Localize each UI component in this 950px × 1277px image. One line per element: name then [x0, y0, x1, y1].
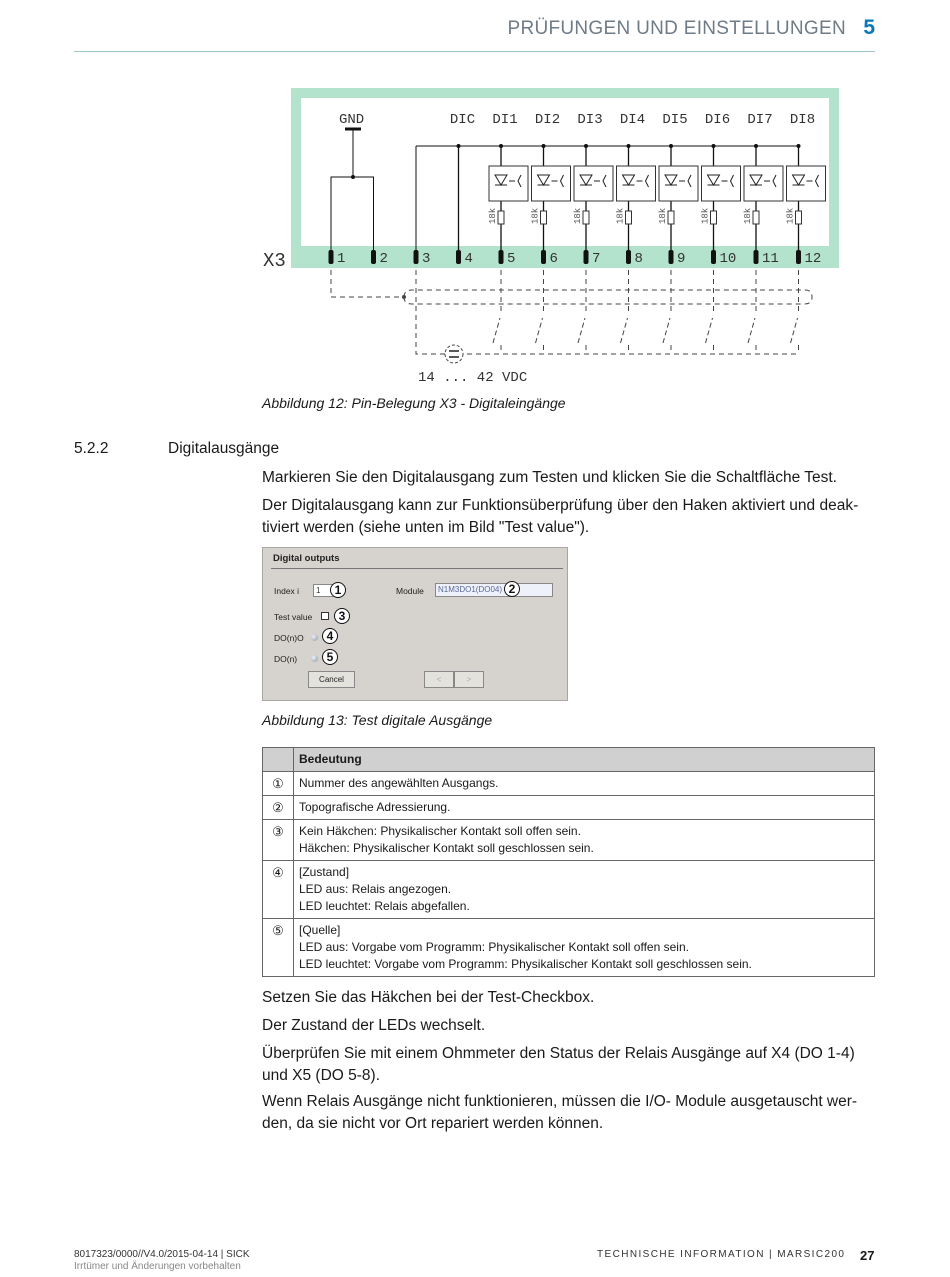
row-marker: ② — [263, 796, 294, 820]
pin-label: 8 — [634, 251, 643, 267]
optocoupler-icon — [489, 166, 528, 201]
figure-13-caption: Abbildung 13: Test digitale Ausgänge — [262, 712, 493, 728]
resistor-icon — [668, 211, 674, 224]
marker-2: 2 — [504, 581, 520, 597]
signal-label: DI1 — [492, 112, 518, 128]
optocoupler-icon — [617, 166, 656, 201]
table-row — [263, 796, 875, 820]
switch-icon — [493, 318, 500, 343]
switch-icon — [748, 318, 755, 343]
paragraph: Der Digitalausgang kann zur Funktionsüberprüfung über den Haken aktiviert und deaktiviert werden (siehe unten im Bild "Test value"). — [262, 497, 859, 536]
signal-label: DI6 — [704, 112, 731, 128]
resistor-icon — [583, 211, 589, 224]
chapter-number: 5 — [863, 16, 875, 39]
signal-label: DIC — [449, 112, 476, 128]
marker-1: 1 — [330, 582, 346, 598]
row-marker: ⑤ — [263, 919, 294, 977]
pin-icon — [371, 250, 376, 264]
pin-icon — [626, 250, 631, 264]
row-meaning — [294, 820, 875, 861]
resistor-label: 18k — [530, 207, 541, 224]
pin-assignment-diagram — [0, 0, 950, 400]
dc-source-icon — [445, 345, 463, 363]
row-meaning — [294, 861, 875, 919]
meaning-line: Topografische Adressierung. — [299, 800, 451, 814]
meaning-line: Häkchen: Physikalischer Kontakt soll geschlossen sein. — [299, 841, 594, 855]
paragraph: Wenn Relais Ausgänge nicht funktionieren, müssen die I/O- Module ausgetauscht werden, da sie nicht vor Ort repariert werden können. — [262, 1093, 858, 1132]
signal-label: DI5 — [662, 112, 688, 128]
resistor-icon — [626, 211, 632, 224]
cable-bundle — [404, 290, 812, 304]
meaning-line: LED aus: Relais angezogen. — [299, 882, 452, 896]
resistor-icon — [796, 211, 802, 224]
pin-icon — [796, 250, 801, 264]
resistor-label: 18k — [615, 207, 626, 224]
index-label: Index i — [274, 586, 300, 596]
resistor-label: 18k — [785, 207, 796, 224]
chapter-title: PRÜFUNGEN UND EINSTELLUNGEN — [507, 18, 846, 39]
signal-label: DI7 — [747, 112, 773, 128]
pin-label: 10 — [719, 251, 737, 267]
test-value-label: Test value — [274, 612, 313, 622]
section-title: Digitalausgänge — [168, 440, 280, 457]
paragraph: Setzen Sie das Häkchen bei der Test-Checkbox. — [262, 989, 595, 1006]
previous-button[interactable]: < — [424, 671, 454, 688]
don0-label: DO(n)O — [274, 633, 304, 643]
optocoupler-icon — [574, 166, 613, 201]
table-row — [263, 772, 875, 796]
don-label: DO(n) — [274, 654, 298, 664]
meaning-line: Kein Häkchen: Physikalischer Kontakt soll offen sein. — [299, 824, 581, 838]
marker-5: 5 — [322, 649, 338, 665]
switch-icon — [663, 318, 670, 343]
footer-document-id: 8017323/0000//V4.0/2015-04-14 | SICK — [74, 1249, 250, 1260]
row-meaning — [294, 772, 875, 796]
table-row — [263, 861, 875, 919]
row-marker: ① — [263, 772, 294, 796]
dialog-title: Digital outputs — [273, 553, 340, 564]
connector-label: X3 — [263, 250, 286, 272]
optocoupler-icon — [659, 166, 698, 201]
optocoupler-icon — [532, 166, 571, 201]
meaning-line: LED aus: Vorgabe vom Programm: Physikalischer Kontakt soll offen sein. — [299, 940, 689, 954]
page-number: 27 — [860, 1248, 875, 1263]
switch-icon — [578, 318, 585, 343]
don0-led-icon — [311, 634, 318, 641]
table-row — [263, 820, 875, 861]
cancel-button[interactable]: Cancel — [308, 671, 355, 688]
switch-icon — [536, 318, 543, 343]
pin-label: 1 — [337, 251, 346, 267]
meaning-line: [Quelle] — [299, 923, 341, 937]
figure-12-caption: Abbildung 12: Pin-Belegung X3 - Digitaleingänge — [262, 395, 566, 411]
pin-icon — [499, 250, 504, 264]
module-label: Module — [396, 586, 424, 596]
pin-label: 11 — [762, 251, 779, 267]
pin-icon — [414, 250, 419, 264]
resistor-label: 18k — [700, 207, 711, 224]
pin-icon — [456, 250, 461, 264]
pin-icon — [541, 250, 546, 264]
pin-label: 5 — [507, 251, 516, 267]
dashed-wire — [416, 270, 799, 354]
supply-label: 14 ... 42 VDC — [418, 370, 528, 386]
signal-label: DI4 — [619, 112, 646, 128]
column-header: Bedeutung — [294, 748, 875, 772]
pin-label: 2 — [379, 251, 388, 267]
optocoupler-icon — [702, 166, 741, 201]
signal-label: DI3 — [577, 112, 603, 128]
switch-icon — [621, 318, 628, 343]
marker-4: 4 — [322, 628, 338, 644]
switch-icon — [791, 318, 798, 343]
next-button[interactable]: > — [454, 671, 484, 688]
meaning-line: LED leuchtet: Relais abgefallen. — [299, 899, 470, 913]
resistor-label: 18k — [658, 207, 668, 224]
meaning-line: Nummer des angewählten Ausgangs. — [299, 776, 499, 790]
column-header — [263, 748, 294, 772]
dialog-divider — [271, 568, 563, 569]
table-row — [263, 919, 875, 977]
switch-icon — [706, 318, 713, 343]
resistor-icon — [711, 211, 717, 224]
gnd-label: GND — [339, 112, 365, 128]
pin-label: 4 — [464, 251, 473, 267]
footer-disclaimer: Irrtümer und Änderungen vorbehalten — [74, 1261, 241, 1272]
paragraph: Markieren Sie den Digitalausgang zum Testen und klicken Sie die Schaltfläche Test. — [262, 469, 837, 486]
resistor-label: 18k — [743, 207, 753, 224]
pin-icon — [584, 250, 589, 264]
pin-label: 3 — [422, 251, 431, 267]
don-led-icon — [311, 655, 318, 662]
meaning-table — [262, 747, 875, 977]
row-meaning — [294, 919, 875, 977]
resistor-icon — [498, 211, 504, 224]
test-value-checkbox[interactable] — [321, 612, 329, 620]
pin-icon — [669, 250, 674, 264]
module-input[interactable]: N1M3DO1(DO04) — [435, 583, 553, 597]
index-input[interactable]: 1 — [313, 584, 335, 597]
digital-outputs-dialog — [262, 547, 568, 701]
resistor-icon — [753, 211, 759, 224]
resistor-icon — [541, 211, 547, 224]
paragraph: Der Zustand der LEDs wechselt. — [262, 1017, 486, 1034]
paragraph: Überprüfen Sie mit einem Ohmmeter den Status der Relais Ausgänge auf X4 (DO 1-4) und X5 (DO 5-8). — [262, 1045, 855, 1084]
section-number: 5.2.2 — [74, 440, 109, 457]
meaning-line: LED leuchtet: Vorgabe vom Programm: Physikalischer Kontakt soll geschlossen sein. — [299, 957, 752, 971]
resistor-label: 18k — [573, 207, 583, 224]
signal-label: DI2 — [534, 112, 561, 128]
row-marker: ③ — [263, 820, 294, 861]
signal-label: DI8 — [789, 112, 816, 128]
footer-product: TECHNISCHE INFORMATION | MARSIC200 — [597, 1249, 846, 1260]
pin-label: 12 — [804, 251, 822, 267]
optocoupler-icon — [744, 166, 783, 201]
row-marker: ④ — [263, 861, 294, 919]
meaning-line: [Zustand] — [299, 865, 350, 879]
resistor-label: 18k — [488, 207, 498, 224]
optocoupler-icon — [787, 166, 826, 201]
pin-label: 7 — [592, 251, 601, 267]
pin-label: 9 — [677, 251, 686, 267]
pin-icon — [329, 250, 334, 264]
dashed-wire — [331, 270, 404, 297]
marker-3: 3 — [334, 608, 350, 624]
pin-icon — [754, 250, 759, 264]
pin-label: 6 — [549, 251, 558, 267]
pin-icon — [711, 250, 716, 264]
junction — [351, 175, 355, 179]
row-meaning — [294, 796, 875, 820]
